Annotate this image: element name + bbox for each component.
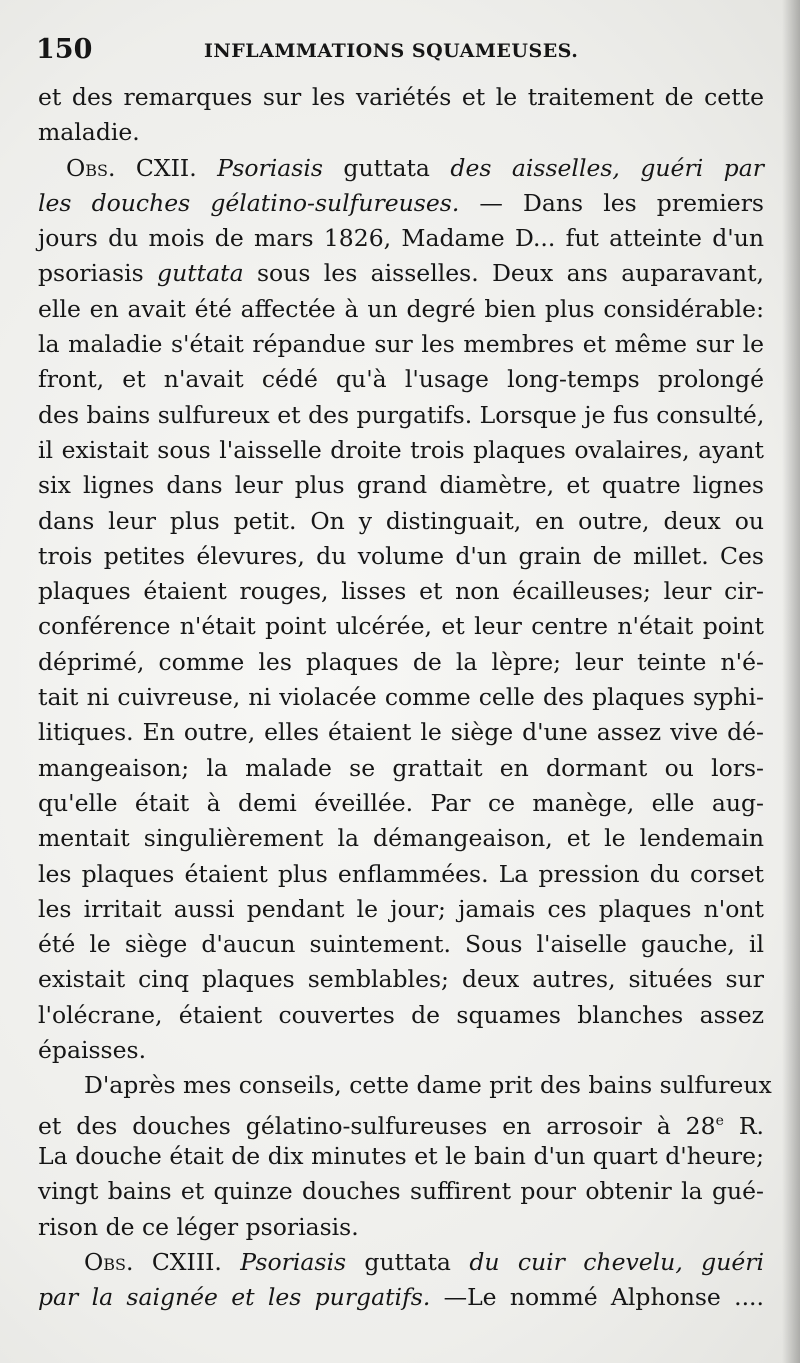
italic-title: du cuir chevelu, guéri	[469, 1247, 764, 1276]
text-line	[38, 1104, 764, 1139]
text-line: les irritait aussi pendant le jour; jamais ces plaques n'ont	[38, 894, 764, 923]
text-run: psoriasis	[38, 259, 158, 288]
text-line: la maladie s'était répandue sur les membres et même sur le	[38, 330, 764, 359]
text-line: des bains sulfureux et des purgatifs. Lorsque je fus consulté,	[38, 400, 765, 429]
text-line: et des remarques sur les variétés et le traitement de cette	[38, 83, 764, 111]
text-run: R.	[723, 1111, 764, 1140]
body-text	[38, 80, 772, 1315]
text-line: jours du mois de mars 1826, Madame D... fut atteinte d'un	[38, 224, 764, 253]
page-number: 150	[36, 34, 93, 65]
text-line: D'après mes conseils, cette dame prit des bains sulfureux	[84, 1071, 772, 1100]
italic-term: Psoriasis	[240, 1247, 347, 1276]
text-run: —Le nommé Alphonse ....	[430, 1283, 764, 1312]
italic-title: par la saignée et les purgatifs.	[38, 1283, 431, 1312]
italic-term: guttata	[157, 259, 244, 288]
text-line: tait ni cuivreuse, ni violacée comme celle des plaques syphi-	[38, 683, 764, 712]
text-line: épaisses.	[38, 1036, 147, 1065]
text-line: dans leur plus petit. On y distinguait, en outre, deux ou	[38, 506, 764, 535]
text-line: conférence n'était point ulcérée, et leur centre n'était point	[38, 612, 764, 641]
text-line: mentait singulièrement la démangeaison, et le lendemain	[38, 824, 764, 853]
page-edge-shadow	[782, 0, 800, 1363]
text-line: existait cinq plaques semblables; deux autres, situées sur	[38, 965, 764, 994]
text-line: plaques étaient rouges, lisses et non écailleuses; leur cir-	[38, 577, 764, 606]
text-line: La douche était de dix minutes et le bain d'un quart d'heure;	[38, 1141, 764, 1170]
text-line: l'olécrane, étaient couvertes de squames blanches assez	[38, 1000, 764, 1029]
obs-label: Obs. CXIII.	[84, 1247, 241, 1276]
observation-heading-cxii	[38, 151, 764, 186]
page-header	[36, 34, 766, 70]
text-line: été le siège d'aucun suintement. Sous l'aiselle gauche, il	[38, 930, 764, 959]
text-run: sous les aisselles. Deux ans auparavant,	[243, 259, 764, 288]
italic-title: des aisselles, guéri par	[450, 153, 764, 182]
text-line: rison de ce léger psoriasis.	[38, 1212, 359, 1241]
obs-label: Obs. CXII.	[66, 153, 218, 182]
text-line: mangeaison; la malade se grattait en dormant ou lors-	[38, 753, 764, 782]
observation-heading-cxiii	[38, 1245, 764, 1280]
text-line	[38, 1280, 764, 1315]
italic-title: les douches gélatino-sulfureuses.	[38, 188, 460, 217]
text-run: — Dans les premiers	[459, 188, 764, 217]
text-line: litiques. En outre, elles étaient le siège d'une assez vive dé-	[38, 718, 764, 747]
text-line	[38, 186, 764, 221]
text-line: six lignes dans leur plus grand diamètre, et quatre lignes	[38, 471, 764, 500]
text-run: et des douches gélatino-sulfureuses en arrosoir à 28	[38, 1111, 716, 1140]
text-line: elle en avait été affectée à un degré bien plus considérable:	[38, 294, 764, 323]
running-head: INFLAMMATIONS SQUAMEUSES.	[204, 40, 579, 62]
text-line: vingt bains et quinze douches suffirent pour obtenir la gué-	[38, 1177, 764, 1206]
text-run: guttata	[322, 153, 451, 182]
italic-term: Psoriasis	[217, 153, 323, 182]
text-run: guttata	[346, 1247, 470, 1276]
text-line: déprimé, comme les plaques de la lèpre; leur teinte n'é-	[38, 647, 764, 676]
text-line: front, et n'avait cédé qu'à l'usage long-temps prolongé	[38, 365, 764, 394]
text-line: il existait sous l'aisselle droite trois plaques ovalaires, ayant	[38, 435, 764, 464]
superscript: e	[715, 1112, 724, 1129]
text-line	[38, 256, 764, 291]
text-line: trois petites élevures, du volume d'un grain de millet. Ces	[38, 541, 764, 570]
text-line: maladie.	[38, 118, 140, 147]
text-line: qu'elle était à demi éveillée. Par ce manège, elle aug-	[38, 788, 764, 817]
text-line: les plaques étaient plus enflammées. La pression du corset	[38, 859, 764, 888]
